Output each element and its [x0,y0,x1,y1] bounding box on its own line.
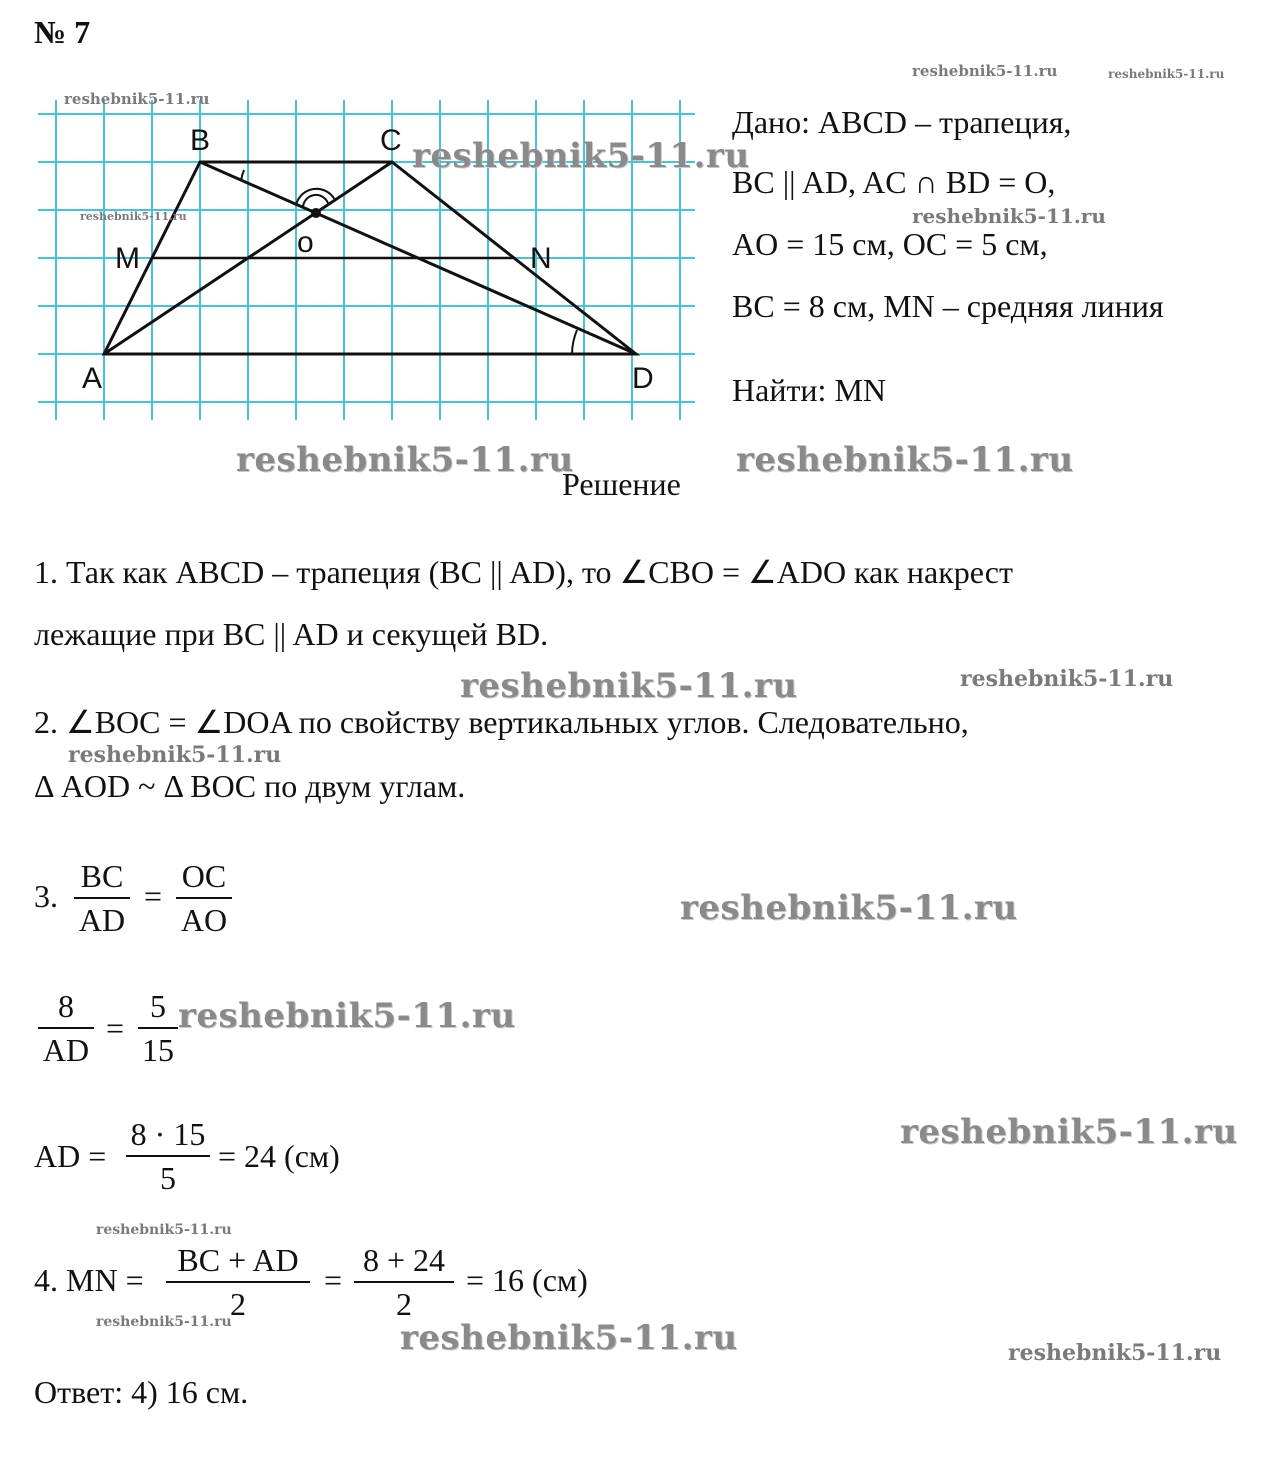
watermark: reshebnik5-11.ru [1108,67,1225,81]
watermark: reshebnik5-11.ru [68,742,282,768]
watermark: reshebnik5-11.ru [412,136,750,176]
ad-prefix: AD = [34,1138,107,1174]
watermark: reshebnik5-11.ru [736,440,1074,480]
watermark: reshebnik5-11.ru [960,666,1174,692]
watermark: reshebnik5-11.ru [912,62,1058,80]
angle-mark-d [572,330,577,354]
ad-result: = 24 (см) [218,1138,340,1174]
fraction-numerator: 8 [58,988,74,1024]
angle-mark-o-inner [303,195,328,207]
fraction-denominator: AO [180,902,228,938]
fraction-8x15-5 [126,1114,210,1198]
label-b: B [190,124,211,157]
given-line-1: Дано: ABCD – трапеция, [732,104,1072,140]
fraction-bar [176,897,232,899]
step-1-line-1: 1. Так как ABCD – трапеция (BC || AD), то ∠CBO = ∠ADO как накрест [34,554,1013,590]
step-4-result: = 16 (см) [466,1262,588,1298]
fraction-bar [74,897,130,899]
fraction-numerator: BC [80,858,124,894]
watermark: reshebnik5-11.ru [680,888,1018,928]
fraction-bar [38,1027,94,1029]
fraction-numerator: 8 · 15 [130,1116,206,1152]
answer: Ответ: 4) 16 см. [34,1374,249,1410]
fraction-oc-ao [176,856,232,940]
fraction-bc-plus-ad [166,1240,310,1324]
fraction-bar [138,1027,178,1029]
solution-heading: Решение [562,466,681,502]
given-line-2: BC || AD, AC ∩ BD = O, [732,164,1056,200]
label-o: o [297,226,314,259]
fraction-bar [126,1155,210,1157]
watermark: reshebnik5-11.ru [900,1112,1238,1152]
equals-sign: = [106,1010,125,1046]
fraction-8-ad [38,986,94,1070]
given-line-4: BC = 8 см, MN – средняя линия [732,288,1164,324]
watermark: reshebnik5-11.ru [178,996,516,1036]
fraction-denominator: 5 [160,1160,176,1196]
fraction-numerator: BC + AD [177,1242,299,1278]
label-d: D [632,362,654,395]
fraction-bar [354,1281,454,1283]
watermark: reshebnik5-11.ru [80,210,187,223]
watermark: reshebnik5-11.ru [96,1314,232,1330]
fraction-denominator: AD [78,902,126,938]
fraction-denominator: 15 [142,1032,174,1068]
fraction-denominator: 2 [230,1286,246,1322]
equals-sign: = [324,1262,343,1298]
point-o [311,208,321,218]
watermark: reshebnik5-11.ru [236,440,574,480]
step-4-prefix: 4. MN = [34,1262,144,1298]
given-line-3: AO = 15 см, OC = 5 см, [732,226,1048,262]
fraction-5-15 [138,986,178,1070]
fraction-numerator: 5 [150,988,166,1024]
label-a: A [82,362,103,395]
find-line: Найти: MN [732,372,886,408]
fraction-numerator: 8 + 24 [362,1242,446,1278]
watermark: reshebnik5-11.ru [912,204,1106,228]
watermark: reshebnik5-11.ru [96,1222,232,1238]
watermark: reshebnik5-11.ru [1008,1340,1222,1366]
fraction-denominator: 2 [396,1286,412,1322]
watermark: reshebnik5-11.ru [460,666,798,706]
fraction-bar [166,1281,310,1283]
equals-sign: = [144,878,163,914]
fraction-denominator: AD [42,1032,90,1068]
label-m: M [115,242,140,275]
step-1-line-2: лежащие при BC || AD и секущей BD. [34,616,549,652]
watermark: reshebnik5-11.ru [64,90,210,108]
label-n: N [530,242,552,275]
step-2-line-2: Δ AOD ~ Δ BOC по двум углам. [34,768,466,804]
label-c: C [380,124,402,157]
fraction-numerator: OC [181,858,227,894]
watermark: reshebnik5-11.ru [400,1318,738,1358]
fraction-8-plus-24 [354,1240,454,1324]
step-3-prefix: 3. [34,878,58,914]
problem-number: № 7 [34,14,91,50]
fraction-bc-ad [74,856,130,940]
step-2-line-1: 2. ∠BOC = ∠DOA по свойству вертикальных углов. Следовательно, [34,704,969,740]
